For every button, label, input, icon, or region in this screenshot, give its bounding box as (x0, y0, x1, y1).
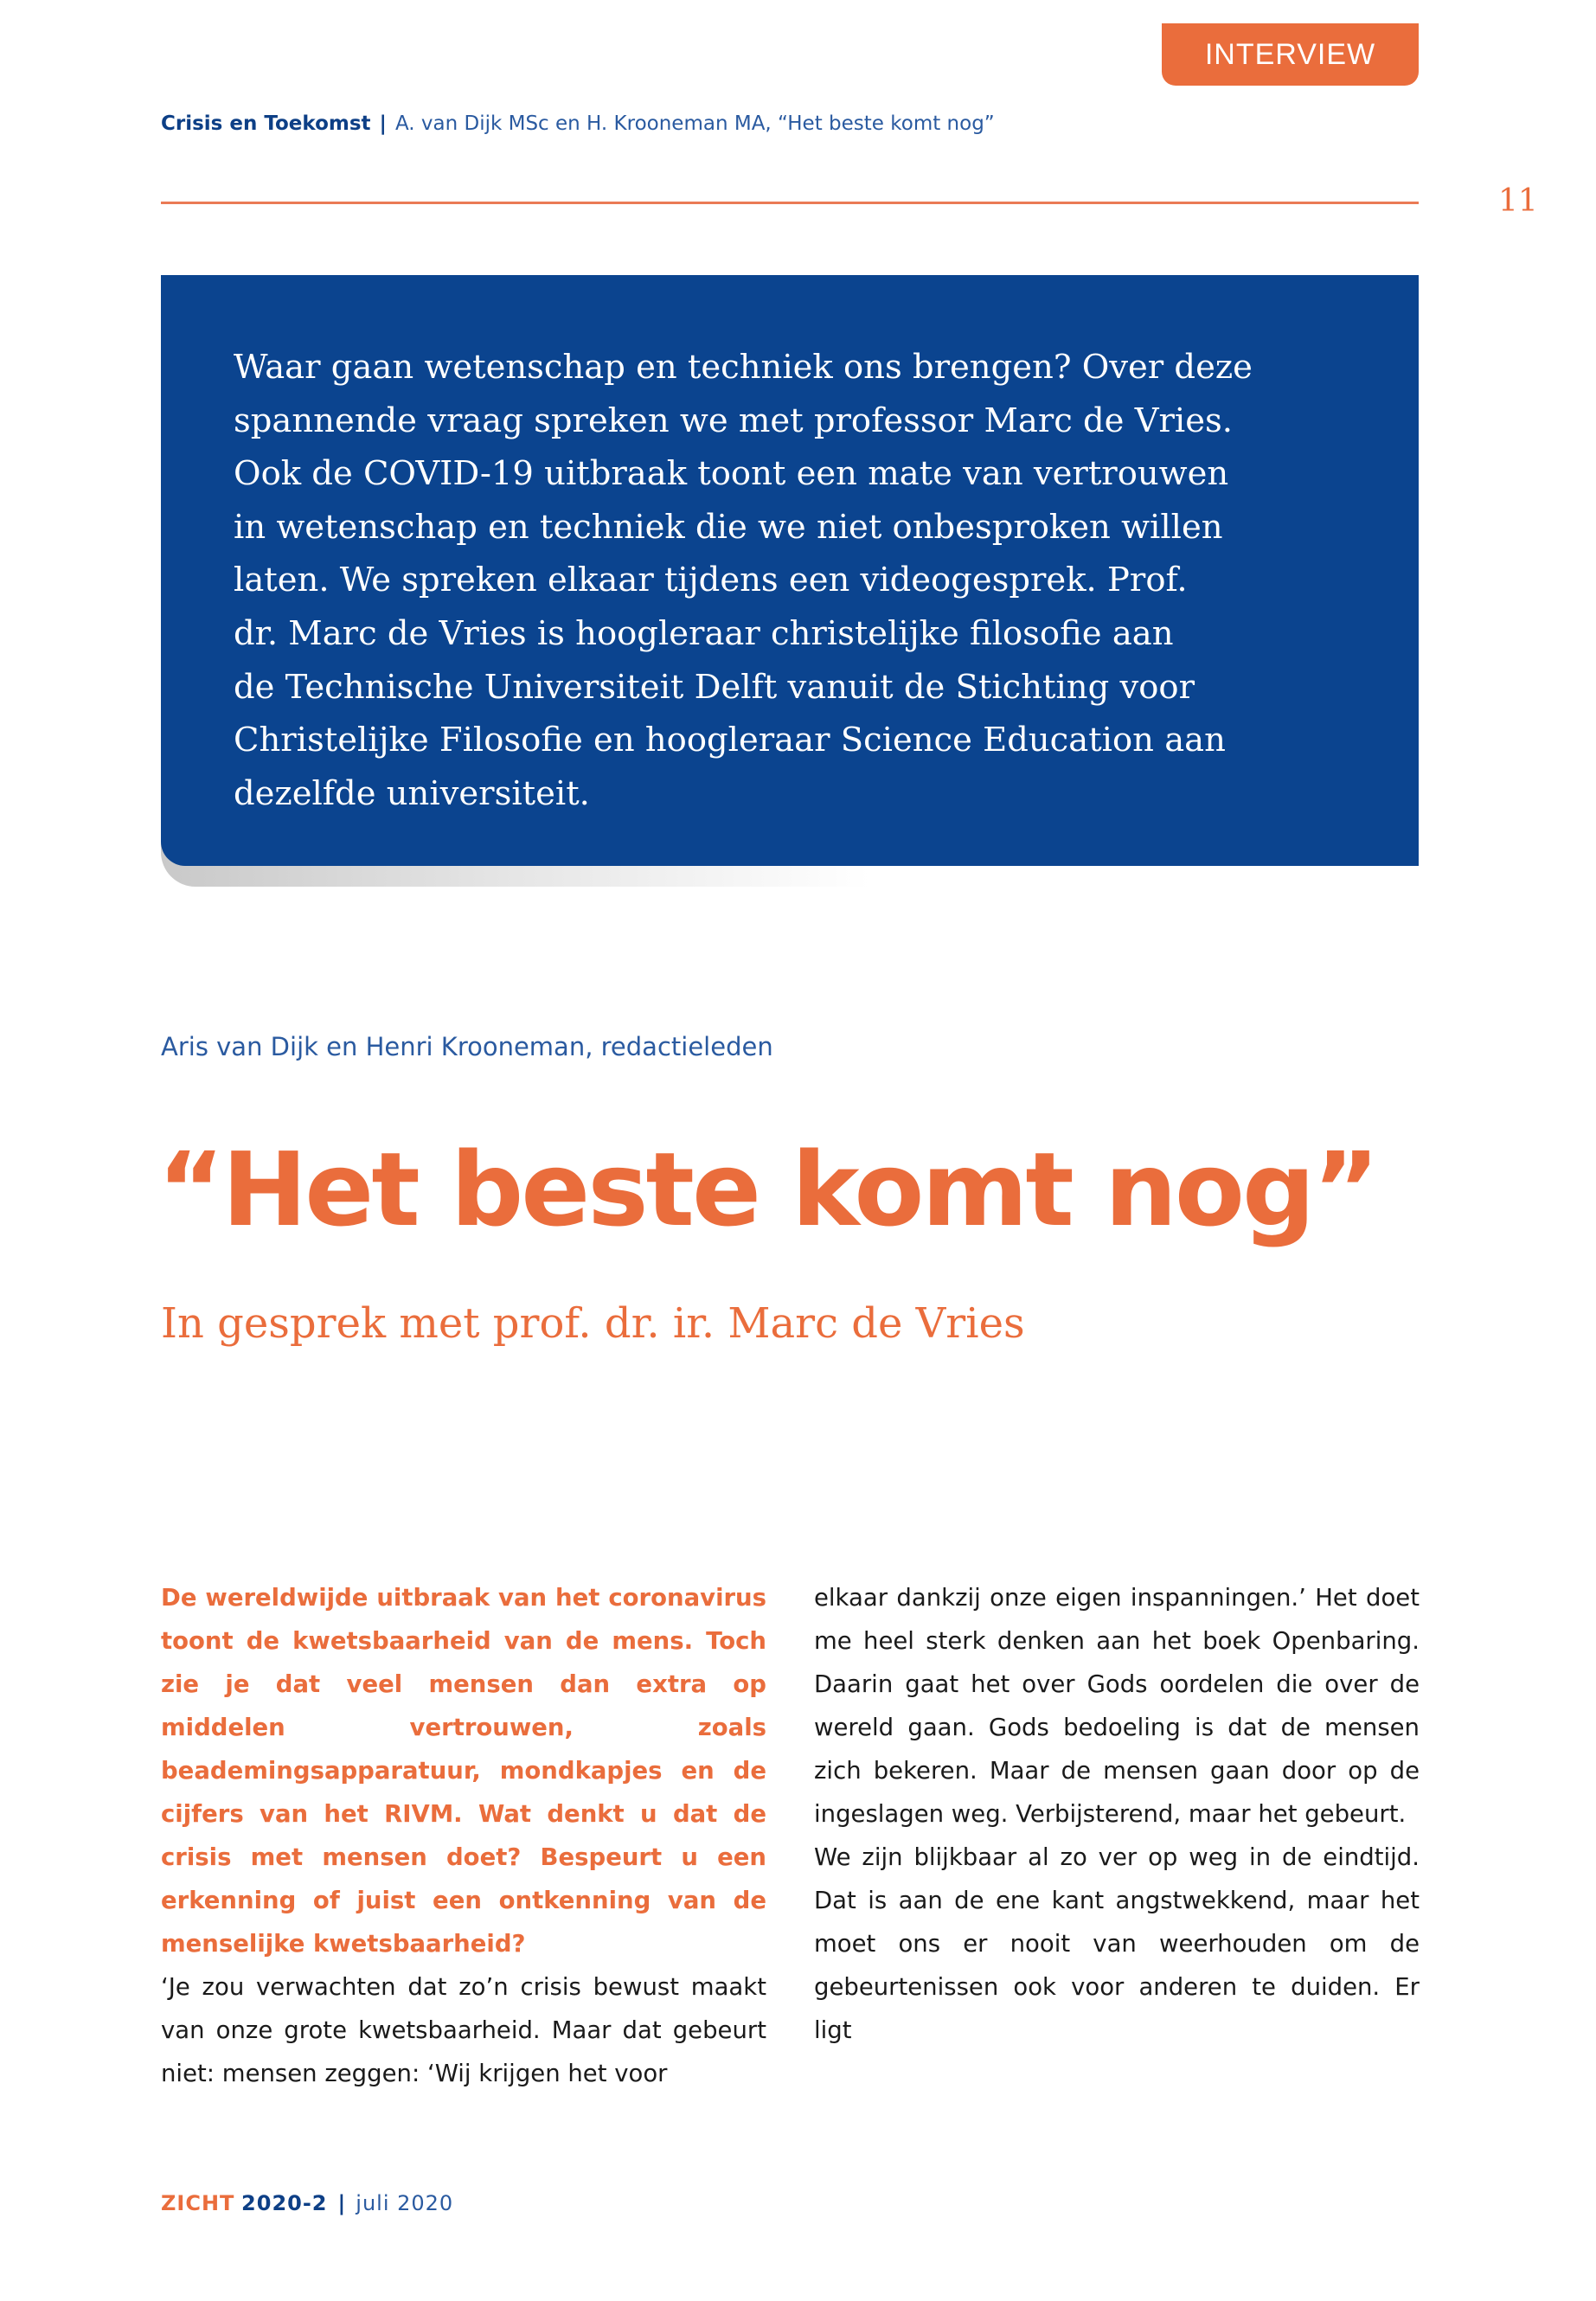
page-number: 11 (1498, 183, 1538, 219)
answer-paragraph: elkaar dankzij onze eigen inspanningen.’ Het doet me heel sterk denken aan het boek Openbaring. Daarin gaat het over Gods oordelen die over de wereld gaan. Gods bedoeling is dat de mensen zich bekeren. Maar de mensen gaan door op de ingeslagen weg. Verbijsterend, maar het gebeurt. (814, 1584, 1420, 1828)
intro-line: de Technische Universiteit Delft vanuit de Stichting voor (234, 667, 1195, 707)
section-tag-interview: INTERVIEW (1162, 23, 1419, 86)
footer (161, 2191, 453, 2215)
magazine-name: ZICHT (161, 2191, 235, 2215)
intro-line: Waar gaan wetenschap en techniek ons brengen? Over deze (234, 348, 1253, 387)
text-column-right (814, 1576, 1420, 2052)
byline: Aris van Dijk en Henri Krooneman, redactieleden (161, 1032, 773, 1061)
intro-line: in wetenschap en techniek die we niet onbesproken willen (234, 507, 1223, 547)
intro-line: dezelfde universiteit. (234, 773, 590, 813)
intro-line: laten. We spreken elkaar tijdens een videogesprek. Prof. (234, 561, 1188, 600)
footer-separator: | (337, 2191, 346, 2215)
interview-answer: ‘Je zou verwachten dat zo’n crisis bewust maakt van onze grote kwetsbaarheid. Maar dat gebeurt niet: mensen zeggen: ‘Wij krijgen het voor (161, 1973, 766, 2087)
answer-paragraph: We zijn blijkbaar al zo ver op weg in de eindtijd. Dat is aan de ene kant angstwekkend, maar het moet ons er nooit van weerhouden om de gebeurtenissen ook voor anderen te duiden. Er ligt (814, 1843, 1420, 2044)
intro-line: spannende vraag spreken we met professor Marc de Vries. (234, 401, 1233, 440)
intro-line: Ook de COVID-19 uitbraak toont een mate van vertrouwen (234, 454, 1229, 494)
intro-text (234, 341, 1253, 820)
intro-line: dr. Marc de Vries is hoogleraar christelijke filosofie aan (234, 613, 1174, 653)
running-separator: | (379, 112, 387, 135)
interview-question: De wereldwijde uitbraak van het coronavirus toont de kwetsbaarheid van de mens. Toch zie je dat veel mensen dan extra op middelen vertrouwen, zoals beademingsapparatuur, mondkapjes en de cijfers van het RIVM. Wat denkt u dat de crisis met mensen doet? Bespeurt u een erkenning of juist een ontkenning van de menselijke kwetsbaarheid? (161, 1584, 766, 1958)
header-rule (161, 202, 1419, 204)
intro-line: Christelijke Filosofie en hoogleraar Science Education aan (234, 721, 1226, 760)
running-authors: A. van Dijk MSc en H. Krooneman MA, “Het beste komt nog” (394, 112, 995, 135)
intro-box (161, 275, 1419, 866)
running-header (161, 112, 995, 135)
text-column-left (161, 1576, 766, 2095)
article-title: “Het beste komt nog” (157, 1130, 1377, 1249)
issue-number: 2020-2 (241, 2191, 328, 2215)
running-section: Crisis en Toekomst (161, 112, 371, 135)
issue-date: juli 2020 (356, 2191, 454, 2215)
article-subtitle: In gesprek met prof. dr. ir. Marc de Vries (161, 1299, 1025, 1348)
